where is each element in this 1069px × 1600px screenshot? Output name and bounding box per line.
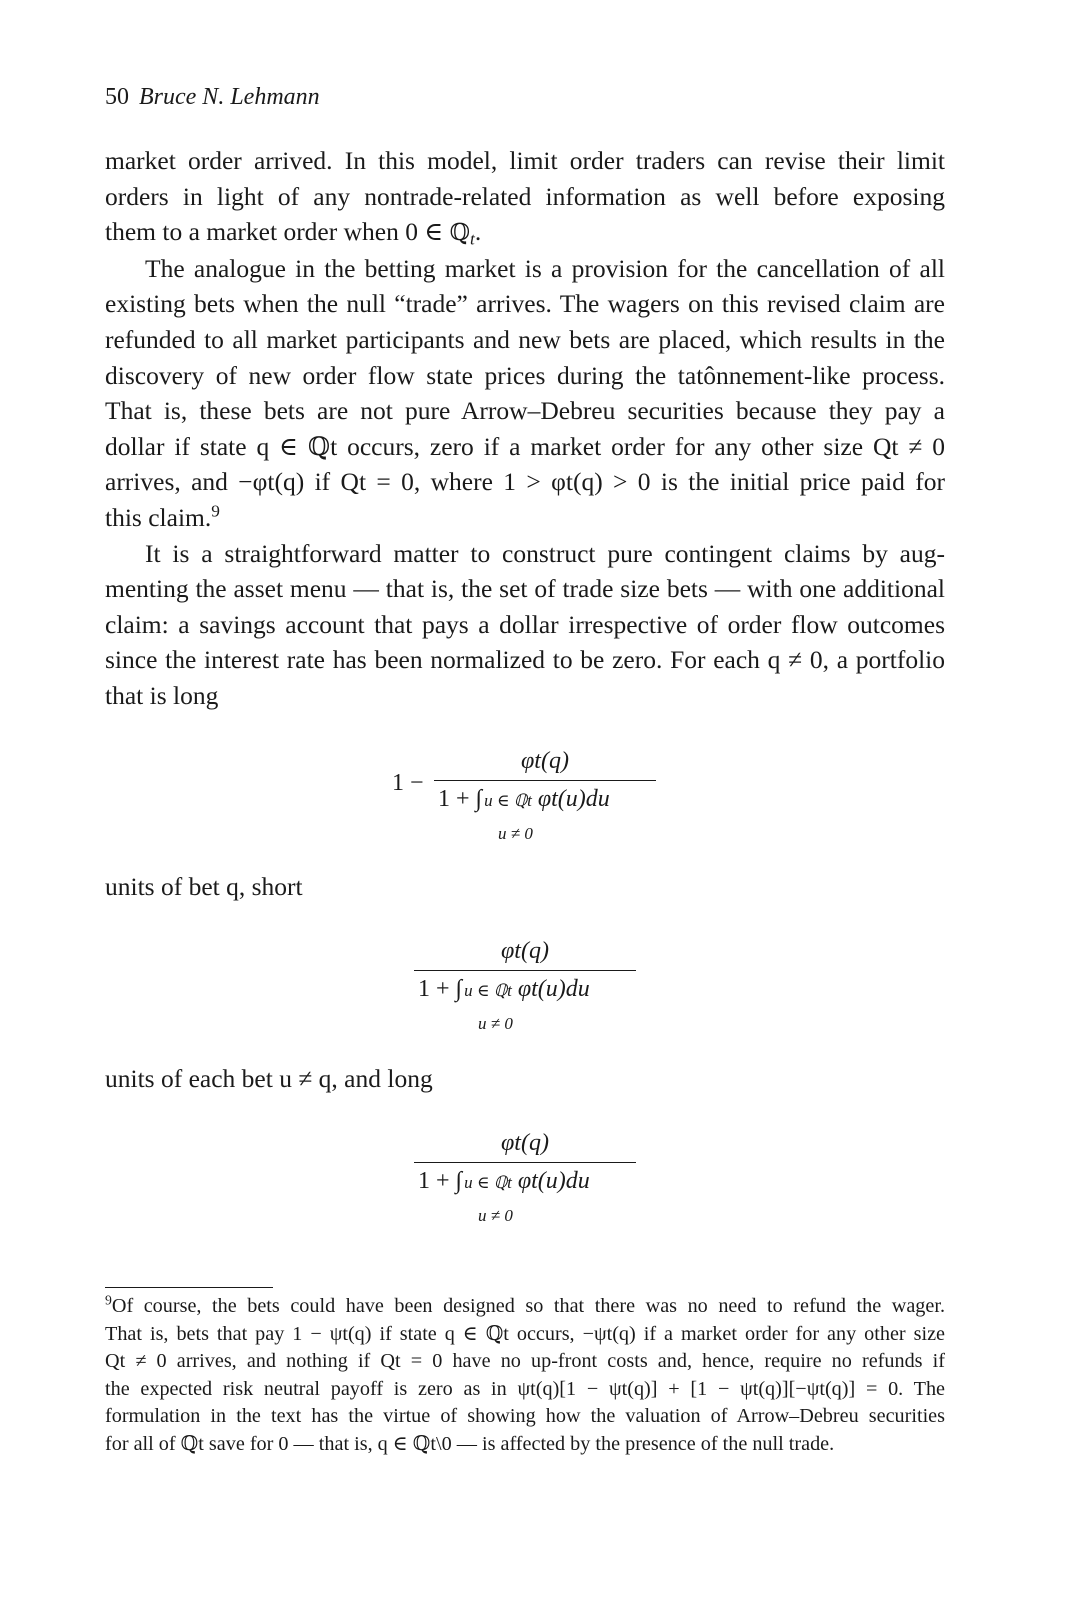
text-line: The analogue in the betting market is a provision for the cancellation of all — [145, 253, 945, 283]
denominator: 1 + ∫ u ∈ ℚt φt(u)du — [418, 976, 590, 1002]
numerator: φt(q) — [501, 1130, 549, 1156]
footnote-line: the expected risk neutral payoff is zero as in ψt(q)[1 − ψt(q)] + [1 − ψt(q)][−ψt(q)] = 0. The — [105, 1377, 945, 1400]
integral-limit: u ≠ 0 — [478, 1014, 513, 1033]
text-line: It is a straightforward matter to construct pure contingent claims by aug- — [145, 538, 945, 568]
footnote-line: That is, bets that pay 1 − ψt(q) if state q ∈ ℚt occurs, −ψt(q) if a market order for any other size — [105, 1322, 945, 1345]
footnote-line: for all of ℚt save for 0 — that is, q ∈ ℚt\0 — is affected by the presence of the null trade. — [105, 1432, 835, 1455]
text-line: orders in light of any nontrade-related information as well before exposing — [105, 181, 945, 211]
paragraph-2 — [105, 251, 945, 536]
fraction-bar — [414, 970, 636, 971]
text-line — [105, 500, 945, 536]
text-line: existing bets when the null “trade” arrives. The wagers on this revised claim are — [105, 289, 945, 319]
text-after-equation-1: units of bet q, short — [105, 872, 303, 901]
text-line: That is, these bets are not pure Arrow–Debreu securities because they pay a — [105, 396, 945, 426]
footnote-line: $^9$Of course, the bets could have been designed so that there was no need to refund the wager. — [105, 1292, 945, 1317]
equation-3 — [414, 1130, 644, 1230]
fraction-bar — [434, 780, 656, 781]
paragraph-1 — [105, 143, 945, 251]
body-text — [105, 143, 945, 714]
integral-limit: u ≠ 0 — [478, 1206, 513, 1225]
set-symbol: ℚ — [449, 218, 471, 247]
text-after-equation-2: units of each bet u ≠ q, and long — [105, 1064, 433, 1093]
numerator: φt(q) — [521, 748, 569, 774]
text-line: menting the asset menu — that is, the set of trade size bets — with one additional — [105, 574, 945, 604]
text-span: this claim. — [105, 502, 212, 532]
footnote-line: Qt ≠ 0 arrives, and nothing if Qt = 0 have no up-front costs and, hence, require no refunds if — [105, 1350, 945, 1372]
footnote-rule — [105, 1287, 273, 1288]
text-line: refunded to all market participants and new bets are placed, which results in the — [105, 324, 945, 354]
footnote-line: formulation in the text has the virtue of showing how the valuation of Arrow–Debreu securities — [105, 1405, 945, 1427]
text-line: dollar if state q ∈ ℚt occurs, zero if a market order for any other size Qt ≠ 0 — [105, 431, 945, 461]
text-line: them to a market order when 0 ∈ ℚ$_t$. — [105, 217, 482, 249]
text-line: claim: a savings account that pays a dollar irrespective of order flow outcomes — [105, 609, 945, 639]
running-header-author: Bruce N. Lehmann — [139, 84, 320, 110]
denominator: 1 + ∫ u ∈ ℚt φt(u)du — [418, 1168, 590, 1194]
integral-limit: u ≠ 0 — [498, 824, 533, 843]
subscript-t: t — [470, 229, 475, 249]
equation-2 — [414, 938, 644, 1038]
text-line: market order arrived. In this model, limit order traders can revise their limit — [105, 146, 945, 175]
paragraph-3 — [105, 536, 945, 714]
running-header — [105, 84, 320, 111]
numerator: φt(q) — [501, 938, 549, 964]
one-minus: 1 − — [392, 770, 424, 796]
text-line: discovery of new order flow state prices during the tatônnement-like process. — [105, 360, 945, 390]
equation-1 — [392, 748, 662, 848]
text-line: since the interest rate has been normalized to be zero. For each q ≠ 0, a portfolio — [105, 645, 945, 675]
footnote — [105, 1293, 945, 1458]
text-line: arrives, and −φt(q) if Qt = 0, where 1 > φt(q) > 0 is the initial price paid for — [105, 467, 945, 497]
footnote-mark: 9 — [105, 1292, 112, 1308]
page-number: 50 — [105, 84, 129, 110]
fraction-bar — [414, 1162, 636, 1163]
footnote-ref[interactable]: 9 — [211, 501, 220, 521]
text-line: that is long — [105, 680, 219, 710]
denominator: 1 + ∫ u ∈ ℚt φt(u)du — [438, 786, 610, 812]
text-span: them to a market order when 0 ∈ — [105, 217, 450, 247]
